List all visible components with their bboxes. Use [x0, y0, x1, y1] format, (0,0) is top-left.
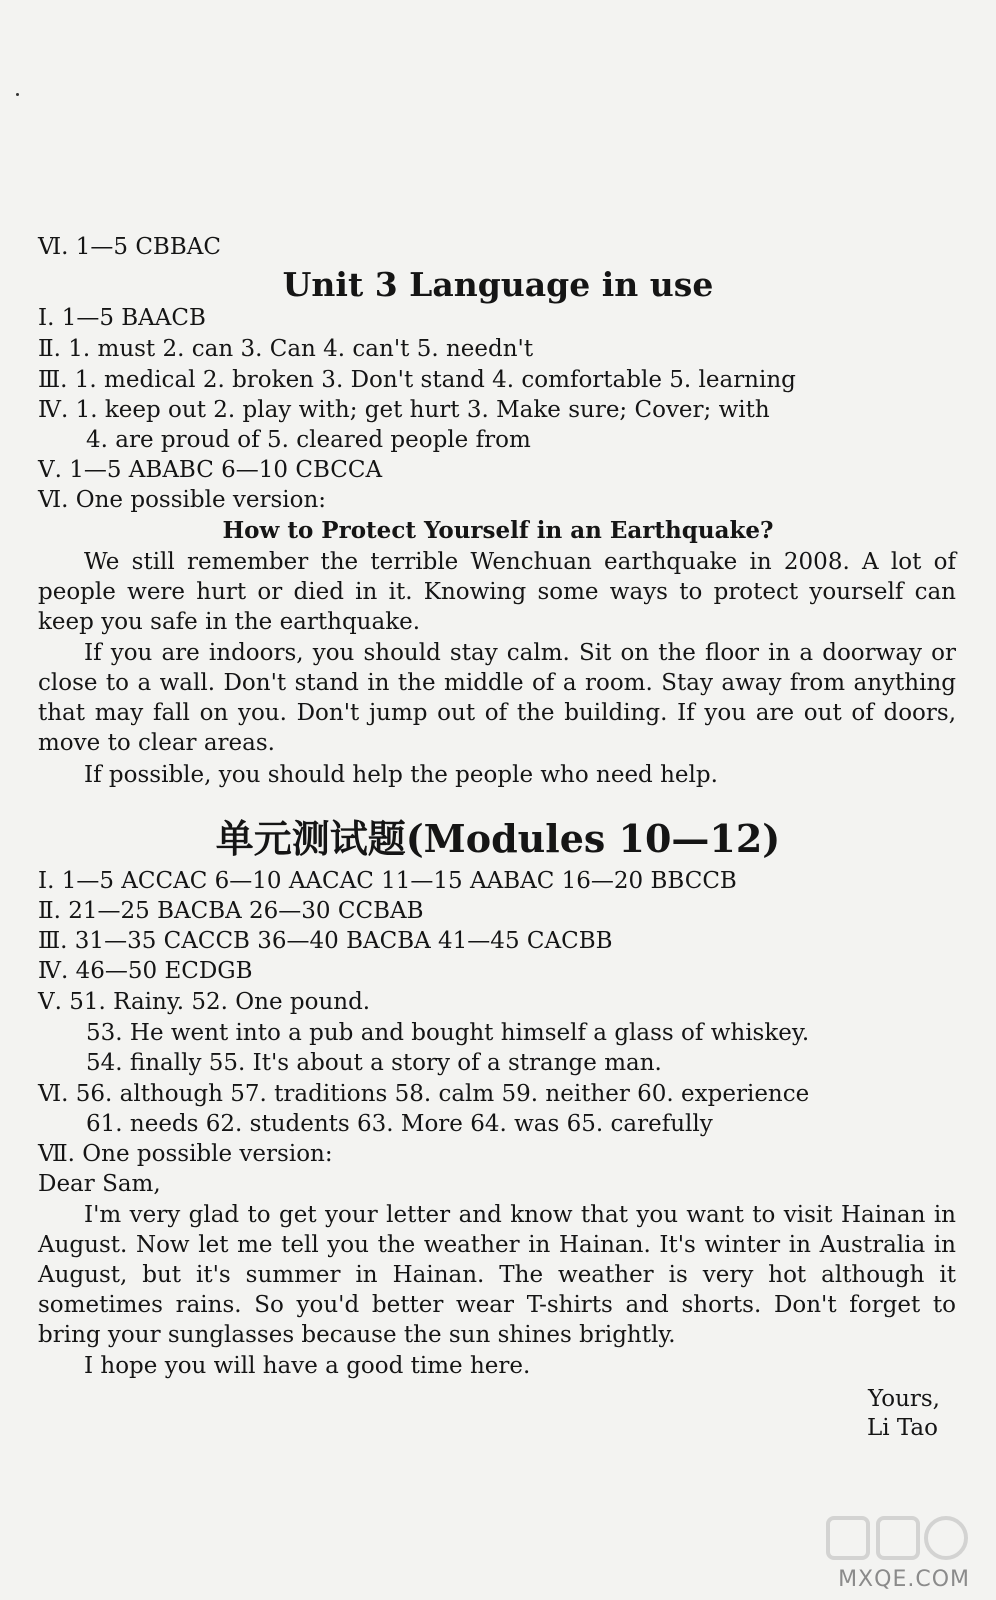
test-line-8: Ⅵ. 56. although 57. traditions 58. calm 59. neither 60. experience — [38, 1081, 810, 1107]
unit-3-heading: Unit 3 Language in use — [282, 265, 714, 304]
unit3-line-4: Ⅳ. 1. keep out 2. play with; get hurt 3. Make sure; Cover; with — [38, 397, 770, 423]
test-line-1: Ⅰ. 1—5 ACCAC 6—10 AACAC 11—15 AABAC 16—20 BBCCB — [38, 868, 737, 894]
unit3-line-7: Ⅵ. One possible version: — [38, 487, 327, 513]
letter-greeting: Dear Sam, — [38, 1171, 161, 1197]
essay-title: How to Protect Yourself in an Earthquake? — [222, 517, 774, 544]
speck — [16, 93, 19, 96]
test-line-3: Ⅲ. 31—35 CACCB 36—40 BACBA 41—45 CACBB — [38, 928, 613, 954]
test-line-7: 54. finally 55. It's about a story of a strange man. — [86, 1050, 662, 1076]
test-line-9: 61. needs 62. students 63. More 64. was 65. carefully — [86, 1111, 713, 1137]
unit-test-heading: 单元测试题(Modules 10—12) — [215, 816, 781, 861]
essay-paragraph-1: We still remember the terrible Wenchuan earthquake in 2008. A lot of people were hurt or died in it. Knowing some ways to protect yourself can keep you safe in the earthquake. — [38, 549, 956, 635]
letter-paragraph-1: I'm very glad to get your letter and know that you want to visit Hainan in August. Now let me tell you the weather in Hainan. It's winter in Australia in August, but it's summer in Hainan. The weather is very hot although it sometimes rains. So you'd better wear T-shirts and shorts. Don't forget to bring your sunglasses because the sun shines brightly. — [38, 1202, 956, 1348]
letter-paragraph-2: I hope you will have a good time here. — [84, 1353, 531, 1379]
test-line-4: Ⅳ. 46—50 ECDGB — [38, 958, 253, 984]
test-line-5: Ⅴ. 51. Rainy. 52. One pound. — [38, 989, 371, 1015]
section-vi-answers: Ⅵ. 1—5 CBBAC — [38, 234, 221, 260]
test-line-6: 53. He went into a pub and bought himself a glass of whiskey. — [86, 1020, 810, 1046]
test-line-2: Ⅱ. 21—25 BACBA 26—30 CCBAB — [38, 898, 424, 924]
unit3-line-5: 4. are proud of 5. cleared people from — [86, 427, 531, 453]
unit3-line-2: Ⅱ. 1. must 2. can 3. Can 4. can't 5. needn't — [38, 336, 534, 362]
letter-closing: Yours, — [868, 1386, 940, 1412]
essay-paragraph-3: If possible, you should help the people who need help. — [84, 762, 718, 788]
unit3-line-6: Ⅴ. 1—5 ABABC 6—10 CBCCA — [38, 457, 383, 483]
unit3-line-3: Ⅲ. 1. medical 2. broken 3. Don't stand 4. comfortable 5. learning — [38, 367, 796, 393]
essay-paragraph-2: If you are indoors, you should stay calm. Sit on the floor in a doorway or close to a wall. Don't stand in the middle of a room. Stay away from anything that may fall on you. Don't jump out of the building. If you are out of doors, move to clear areas. — [38, 640, 956, 756]
test-line-10: Ⅶ. One possible version: — [38, 1141, 333, 1167]
unit3-line-1: Ⅰ. 1—5 BAACB — [38, 305, 206, 331]
watermark-text: MXQE.COM — [838, 1567, 970, 1592]
letter-signature: Li Tao — [866, 1415, 938, 1441]
